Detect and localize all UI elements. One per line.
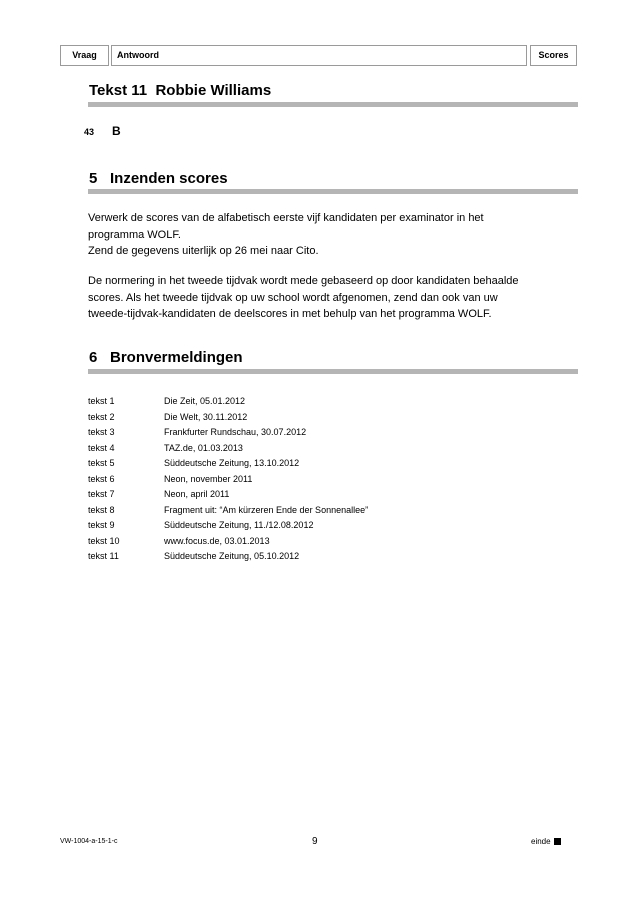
column-header-vraag: Vraag [60,45,109,66]
source-row [88,456,368,472]
section-heading-tekst11 [89,82,271,99]
column-header-antwoord: Antwoord [111,45,527,66]
source-label: tekst 8 [88,504,115,515]
source-text: Frankfurter Rundschau, 30.07.2012 [164,427,307,437]
section-heading-5 [89,170,228,187]
paragraph-line: Verwerk de scores van de alfabetisch eerste vijf kandidaten per examinator in het [88,212,484,224]
section-heading-title: Bronvermeldingen [110,349,243,366]
source-label: tekst 7 [88,489,115,499]
source-row [88,410,368,426]
section-rule [88,189,578,194]
source-text: Die Welt, 30.11.2012 [164,411,248,422]
source-label: tekst 6 [88,473,115,484]
source-label: tekst 10 [88,535,120,546]
source-row [88,472,368,488]
source-row [88,487,368,503]
source-row [88,503,368,519]
source-row [88,394,368,410]
source-text: Süddeutsche Zeitung, 11./12.08.2012 [164,520,314,530]
source-label: tekst 3 [88,427,115,437]
section-heading-6 [89,349,243,366]
section-heading-title: Inzenden scores [110,170,228,187]
source-text: TAZ.de, 01.03.2013 [164,442,243,453]
paragraph-line: De normering in het tweede tijdvak wordt mede gebaseerd op door kandidaten behaalde [88,275,519,287]
page-number: 9 [312,836,318,847]
source-label: tekst 5 [88,458,115,468]
source-label: tekst 9 [88,520,115,530]
source-label: tekst 1 [88,396,115,406]
column-header-scores: Scores [530,45,577,66]
source-label: tekst 11 [88,551,119,561]
paragraph-line: tweede-tijdvak-kandidaten de deelscores in met behulp van het programma WOLF. [88,308,492,320]
section-rule [88,369,578,374]
instruction-paragraph-2 [88,273,558,323]
source-row [88,549,368,565]
section-heading-title: Robbie Williams [155,82,272,99]
paragraph-line: Zend de gegevens uiterlijk op 26 mei naar Cito. [88,245,319,257]
end-marker [531,837,561,846]
document-code: VW-1004-a-15-1-c [60,838,118,845]
source-list [88,394,368,565]
paragraph-line: scores. Als het tweede tijdvak op uw school wordt afgenomen, zend dan ook van uw [88,291,498,304]
source-label: tekst 4 [88,442,115,453]
question-answer: B [112,124,121,138]
source-text: Süddeutsche Zeitung, 05.10.2012 [164,551,300,561]
instruction-paragraph-1 [88,210,558,260]
end-label: einde [531,837,551,846]
end-square-icon [554,838,561,845]
source-row [88,534,368,550]
source-row [88,518,368,534]
source-text: Süddeutsche Zeitung, 13.10.2012 [164,458,300,468]
source-row [88,441,368,457]
question-number: 43 [84,127,95,137]
source-text: Fragment uit: “Am kürzeren Ende der Sonnenallee” [164,504,369,515]
section-heading-number: 5 [89,170,98,187]
paragraph-line: programma WOLF. [88,228,181,241]
source-text: www.focus.de, 03.01.2013 [164,535,270,546]
source-text: Neon, april 2011 [164,489,230,499]
source-label: tekst 2 [88,411,115,422]
source-text: Neon, november 2011 [164,473,253,484]
section-rule [88,102,578,107]
section-heading-number: 6 [89,349,98,366]
source-text: Die Zeit, 05.01.2012 [164,396,246,406]
section-heading-number: Tekst 11 [89,82,148,99]
source-row [88,425,368,441]
